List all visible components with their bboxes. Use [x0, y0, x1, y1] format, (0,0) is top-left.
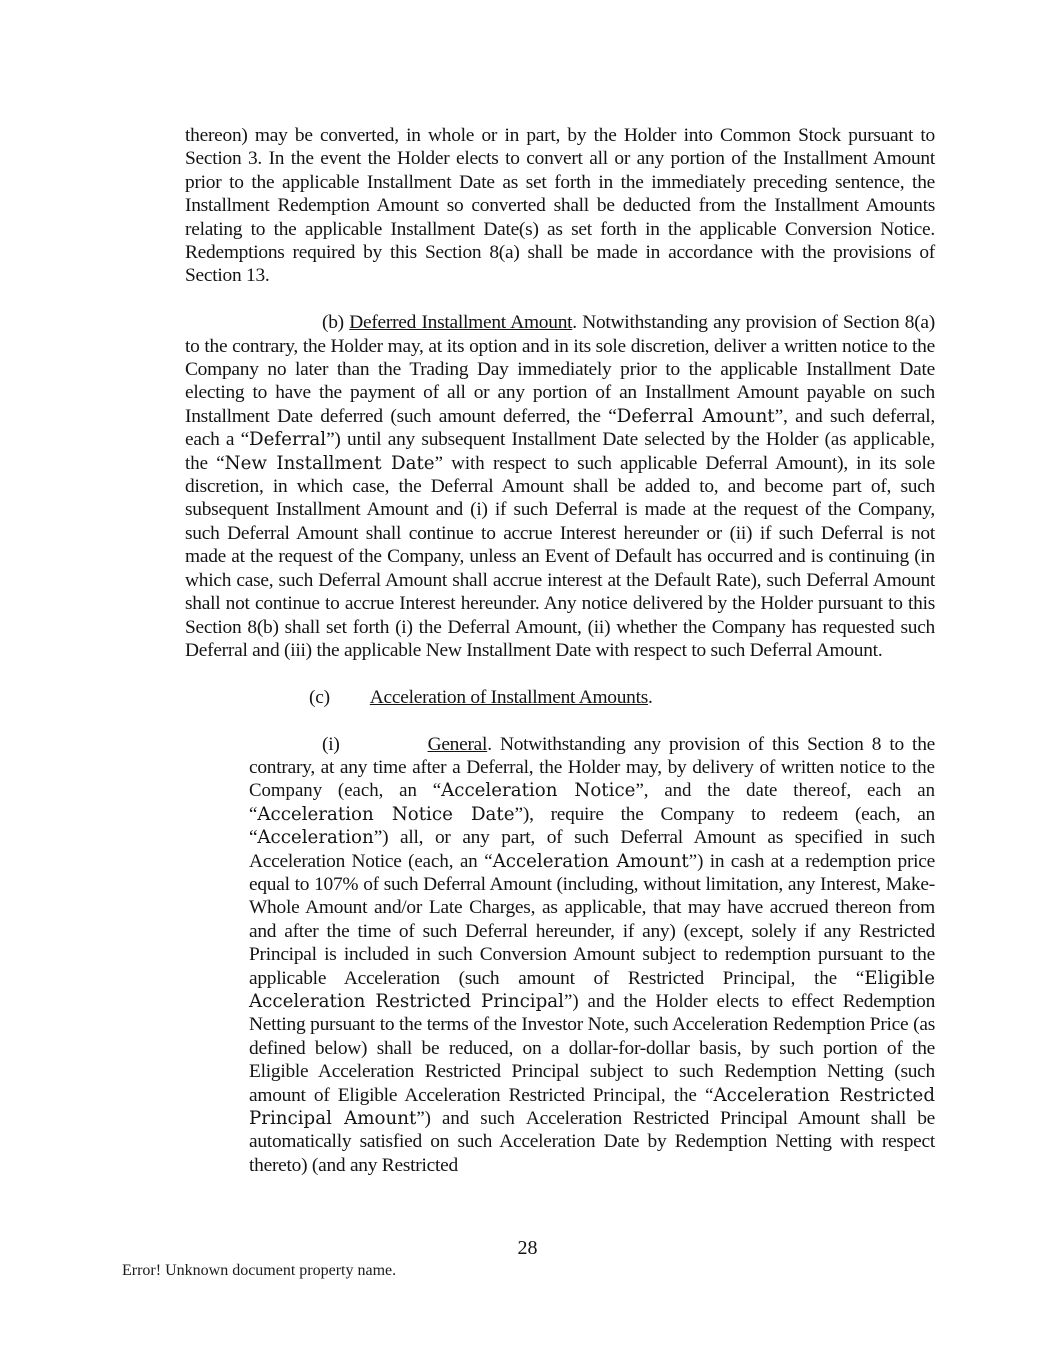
- text-run: . Notwithstanding any provision of this Section 8 to the contrary, at any time after a Deferral, the Holder may, by delivery of written: [249, 733, 935, 778]
- defined-term: Acceleration Amount: [492, 850, 689, 872]
- defined-term: Deferral Amount: [616, 405, 775, 427]
- text-run: ”) all, or any part, of such Deferral Amount as specified in such Acceleration Notice: [249, 827, 935, 872]
- footer-error-text: Error! Unknown document property name.: [122, 1262, 397, 1279]
- text-run: ”, and such deferral, each a “: [185, 405, 935, 451]
- paragraph-8a-continuation: [185, 124, 935, 288]
- heading-8c-acceleration-of-installment-amounts: [309, 686, 935, 709]
- defined-term: Eligible Acceleration Restricted Principal: [249, 967, 935, 1012]
- paragraph-8b-deferred-installment-amount: [185, 311, 935, 662]
- defined-term: New Installment Date: [224, 452, 435, 474]
- text-run: ”): [688, 850, 704, 872]
- text-run: notice to the Company (each, an “: [249, 756, 935, 802]
- page-number: 28: [517, 1237, 538, 1259]
- text-run: (i): [322, 733, 340, 755]
- underlined-heading-text: Acceleration of Installment Amounts: [369, 686, 649, 708]
- text-run: (as applicable, the “: [185, 429, 935, 474]
- text-run: ”) and the Holder elects: [563, 990, 769, 1012]
- defined-term: Deferral: [249, 429, 327, 451]
- document-body: [185, 124, 935, 1177]
- paragraph-8c-i-general: [249, 733, 935, 1178]
- text-run: ”) until any subsequent Installment Date selected by the Holder: [326, 429, 825, 451]
- text-run: respect to such applicable Deferral Amount), in its sole discretion, in which case, the Deferral Amount shall be added to, and become part of, such subsequent Installment Amount and (i) if such Deferral is made at the request of the Company, such Deferral Amount shall continue to accrue Interest hereunder or (ii) if such Deferral is not made at the request of the Company, unless an Event of Default has occurred and is continuing (in which case, such Deferral Amount shall accrue interest at the Default Rate), such Deferral Amount shall not continue to accrue Interest hereunder. Any notice delivered by the Holder pursuant to this Section 8(b) shall set forth (i) the Deferral Amount, (ii) whether the Company has requested such Deferral and (iii) the applicable New Installment Date with respect to such Deferral Amount.: [185, 452, 935, 661]
- text-run: (c): [309, 686, 330, 708]
- text-run: (b): [322, 312, 350, 334]
- defined-term: Acceleration Notice: [441, 780, 636, 802]
- text-run: to effect Redemption Netting pursuant to the terms of the Investor Note, such Acceleration Redemption Price (as defined below) shall be reduced, on a dollar-for-dollar basis, by such portion of the Eligible Acceleration Restricted Principal subject to such Redemption Netting (such amount of Eligible Acceleration Restricted: [249, 990, 936, 1106]
- text-run: thereon) may be converted, in whole or in part, by the Holder into Common Stock pursuant to Section 3. In the event the Holder elects to convert all or any portion of the Installment Amount prior to the applicable Installment Date as set forth in the immediately preceding sentence, the Installment Redemption Amount so converted shall be deducted from the Installment Amounts relating to the applicable Installment Date(s) as set forth in the applicable Conversion Notice. Redemptions required by this Section 8(a) shall be made in accordance with the provisions of Section 13.: [185, 125, 935, 287]
- text-run: ” with: [434, 452, 493, 474]
- defined-term: Acceleration: [257, 827, 374, 849]
- defined-term: Acceleration Restricted Principal Amount: [249, 1084, 935, 1130]
- underlined-heading-text: Deferred Installment Amount: [349, 312, 573, 334]
- text-run: . Notwithstanding any provision of Section 8(a) to the contrary, the Holder may, at its option and in its sole discretion, deliver a written notice to the Company no later than the Trading Day immediately prior to the applicable Installment Date electing to have the payment of all or any portion of an Installment Amount payable on such Installment Date deferred (such amount deferred, the “: [185, 312, 935, 427]
- text-run: Principal, the “: [592, 1084, 714, 1106]
- text-run: in cash at a redemption price equal to 107% of such Deferral Amount (including, without limitation, any Interest, Make-Whole Amount and/or Late Charges, as applicable, that may have accrued thereon from and after the time of such Deferral hereunder, if any) (except, solely if any Restricted Principal is included in such Conversion Amount subject to redemption pursuant to the applicable Acceleration (such amount of Restricted: [249, 850, 935, 989]
- text-run: ”), require the Company to redeem (each, an “: [249, 803, 935, 849]
- defined-term: Acceleration Notice Date: [257, 803, 515, 825]
- text-run: ”) and such: [416, 1108, 526, 1130]
- text-run: .: [648, 686, 653, 708]
- text-run: Acceleration Restricted Principal Amount shall be automatically satisfied on such Acceleration Date by Redemption Netting with respect thereto) (and any Restricted: [249, 1108, 935, 1176]
- text-run: (each, an “: [408, 850, 493, 872]
- text-run: Principal, the “: [722, 967, 865, 989]
- underlined-heading-text: General: [427, 733, 488, 755]
- text-run: ”, and the date thereof, each an “: [249, 780, 935, 825]
